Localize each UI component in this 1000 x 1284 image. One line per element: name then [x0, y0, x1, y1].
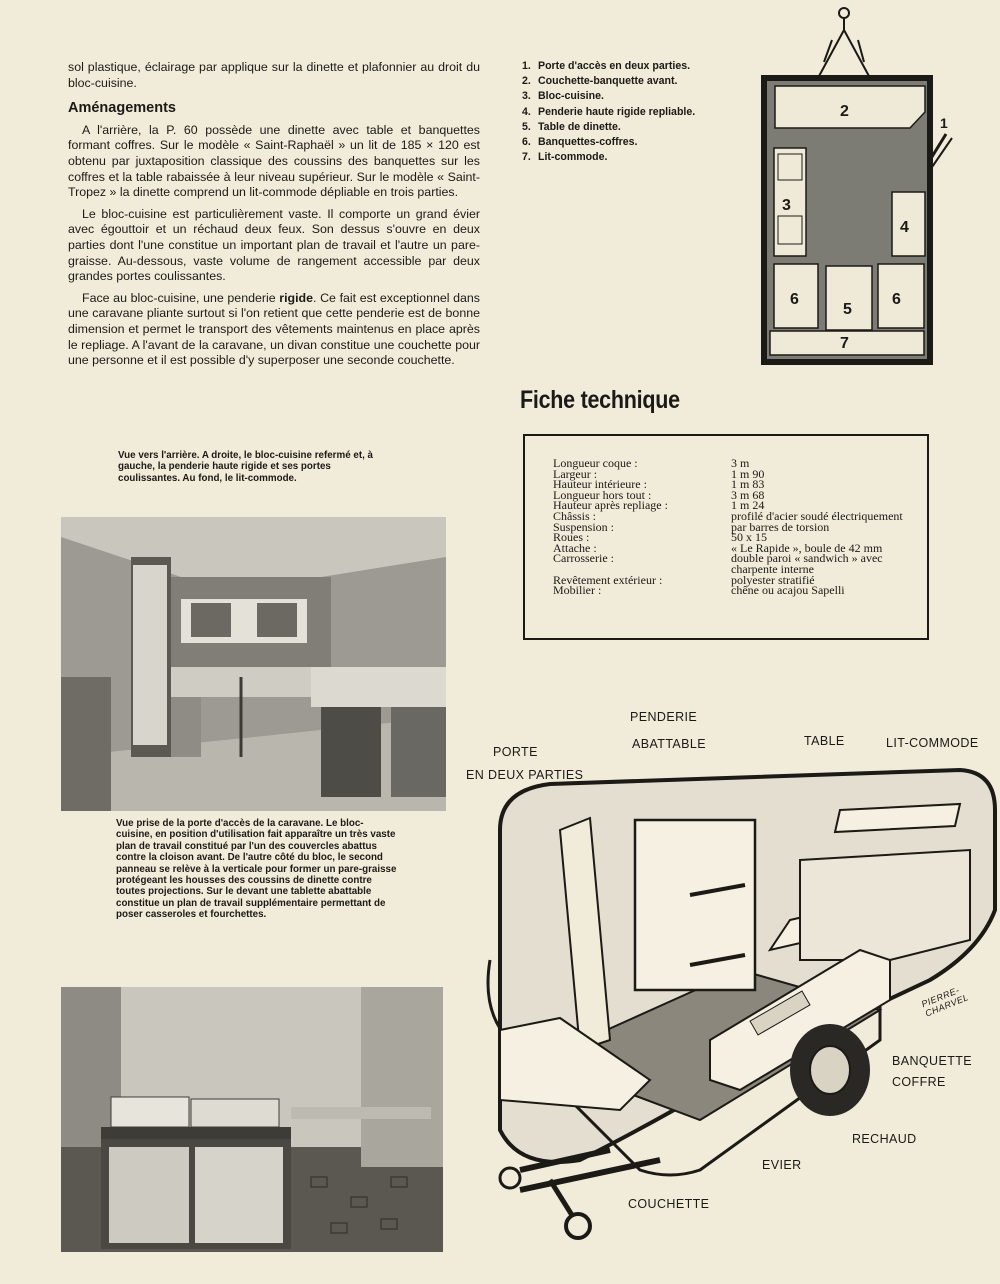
plan-number-5: 5: [843, 301, 852, 318]
spec-row: Hauteur intérieure : 1 m 83: [553, 477, 765, 492]
label-rechaud: RECHAUD: [852, 1132, 917, 1146]
front-couchette-block: [775, 86, 925, 128]
legend-item: 4. Penderie haute rigide repliable.: [522, 105, 696, 118]
cutaway-caravan-illustration: [460, 700, 1000, 1260]
plan-number-6b: 6: [892, 291, 901, 308]
photo-caption-door-view: Vue prise de la porte d'accès de la caravane. Le bloc-cuisine, en position d'utilisation fait apparaître un très vaste plan de travail constitué par l'un des couvercles abattus contre la cloison avant. De l'autre côté du bloc, le second panneau se relève à la verticale pour former un pare-graisse protégeant les housses des coussins de dinette contre toutes projections. Sur le devant une tablette abattable constitue un plan de travail supplémentaire permettant de poser casseroles et fourchettes.: [116, 818, 397, 921]
legend-item: 2. Couchette-banquette avant.: [522, 75, 678, 88]
spec-row: Attache : « Le Rapide », boule de 42 mm: [553, 540, 883, 555]
label-abattable: ABATTABLE: [632, 737, 706, 751]
legend-item: 7. Lit-commode.: [522, 151, 608, 164]
kitchen-photo-sketch: [61, 987, 443, 1252]
label-evier: EVIER: [762, 1158, 802, 1172]
paragraph-3-part-a: Face au bloc-cuisine, une penderie: [82, 290, 280, 305]
photo-caption-rear-view: Vue vers l'arrière. A droite, le bloc-cuisine refermé et, à gauche, la penderie haute rigide et ses portes coulissantes. Au fond, le lit-commode.: [118, 450, 373, 484]
section-heading: Aménagements: [68, 100, 176, 117]
label-banquette: BANQUETTE: [892, 1054, 972, 1068]
article-text: [68, 60, 480, 369]
photo-interior-rear-view: [61, 517, 446, 811]
label-lit-commode: LIT-COMMODE: [886, 736, 979, 750]
plan-number-2: 2: [840, 103, 849, 120]
label-coffre: COFFRE: [892, 1075, 946, 1089]
paragraph-3-part-c: . Ce fait est exceptionnel dans une caravane pliante surtout si l'on retient que cette penderie est de bonne dimension et permet le transport des vêtements maintenus en place après le repliage. A l'avant de la caravane, un divan constitue une couchette pour une personne et il est possible d'y superposer une seconde couchette.: [68, 290, 480, 368]
plan-legend: [522, 60, 704, 166]
label-porte: PORTE: [493, 745, 538, 759]
spec-row: Longueur hors tout : 3 m 68: [553, 487, 765, 502]
plan-number-6a: 6: [790, 291, 799, 308]
artist-signature: PIERRE-CHARVEL: [920, 985, 971, 1019]
interior-photo-sketch: [61, 517, 446, 811]
spec-box: [523, 434, 929, 640]
dinette-table-block: [826, 266, 872, 330]
spec-row: Longueur coque : 3 m: [553, 456, 750, 470]
article-intro: sol plastique, éclairage par applique sur la dinette et plafonnier au droit du bloc-cuisine.: [68, 60, 480, 90]
legend-item: 1. Porte d'accès en deux parties.: [522, 60, 691, 72]
plan-number-1: 1: [940, 115, 948, 131]
legend-item: 5. Table de dinette.: [522, 120, 621, 133]
spec-row: Revêtement extérieur : polyester stratifié: [553, 572, 815, 587]
plan-number-7: 7: [840, 335, 849, 352]
spec-row: Largeur : 1 m 90: [553, 466, 765, 481]
label-couchette: COUCHETTE: [628, 1197, 710, 1211]
spec-row: Suspension : par barres de torsion: [553, 519, 830, 534]
spec-row: Carrosserie : double paroi « sandwich » avec charpente interne: [553, 551, 883, 576]
cutaway-drawing: [460, 700, 1000, 1260]
plan-number-4: 4: [900, 219, 909, 236]
article-paragraph-3: [68, 291, 480, 369]
spec-row: Châssis : profilé d'acier soudé électriquement: [553, 508, 903, 523]
floor-plan-diagram: [740, 0, 980, 372]
label-penderie: PENDERIE: [630, 710, 698, 724]
article-paragraph-2: Le bloc-cuisine est particulièrement vaste. Il comporte un grand évier avec égouttoir et un réchaud deux feux. Son dessus s'ouvre en deux parties dont l'une constitue un important plan de travail et l'autre un pare-graisse. Au-dessous, vaste volume de rangement accessible par deux grandes portes coulissantes.: [68, 206, 480, 284]
article-paragraph-1: A l'arrière, la P. 60 possède une dinette avec table et banquettes formant coffres. Sur le modèle « Saint-Raphaël » un lit de 185 × 120 est obtenu par juxtaposition classique des coussins des banquettes sur les coffres et la table rabaissée à leur niveau supérieur. Sur le modèle « Saint-Tropez » la dinette comprend un lit-commode dépliable en trois parties.: [68, 122, 480, 200]
tow-hitch-drawing: [818, 8, 870, 78]
spec-row: Mobilier : chêne ou acajou Sapelli: [553, 583, 845, 598]
fiche-technique-title: Fiche technique: [520, 386, 680, 414]
photo-kitchen-block: [61, 987, 443, 1252]
paragraph-3-emphasis: rigide: [279, 290, 314, 305]
plan-number-3: 3: [782, 197, 791, 214]
label-en-deux-parties: EN DEUX PARTIES: [466, 768, 584, 782]
spec-row: Roues : 50 x 15: [553, 530, 767, 545]
spec-row: Hauteur après repliage : 1 m 24: [553, 498, 765, 513]
legend-item: 3. Bloc-cuisine.: [522, 90, 604, 103]
bench-right-block: [878, 264, 924, 328]
label-table: TABLE: [804, 734, 845, 748]
legend-item: 6. Banquettes-coffres.: [522, 136, 638, 149]
